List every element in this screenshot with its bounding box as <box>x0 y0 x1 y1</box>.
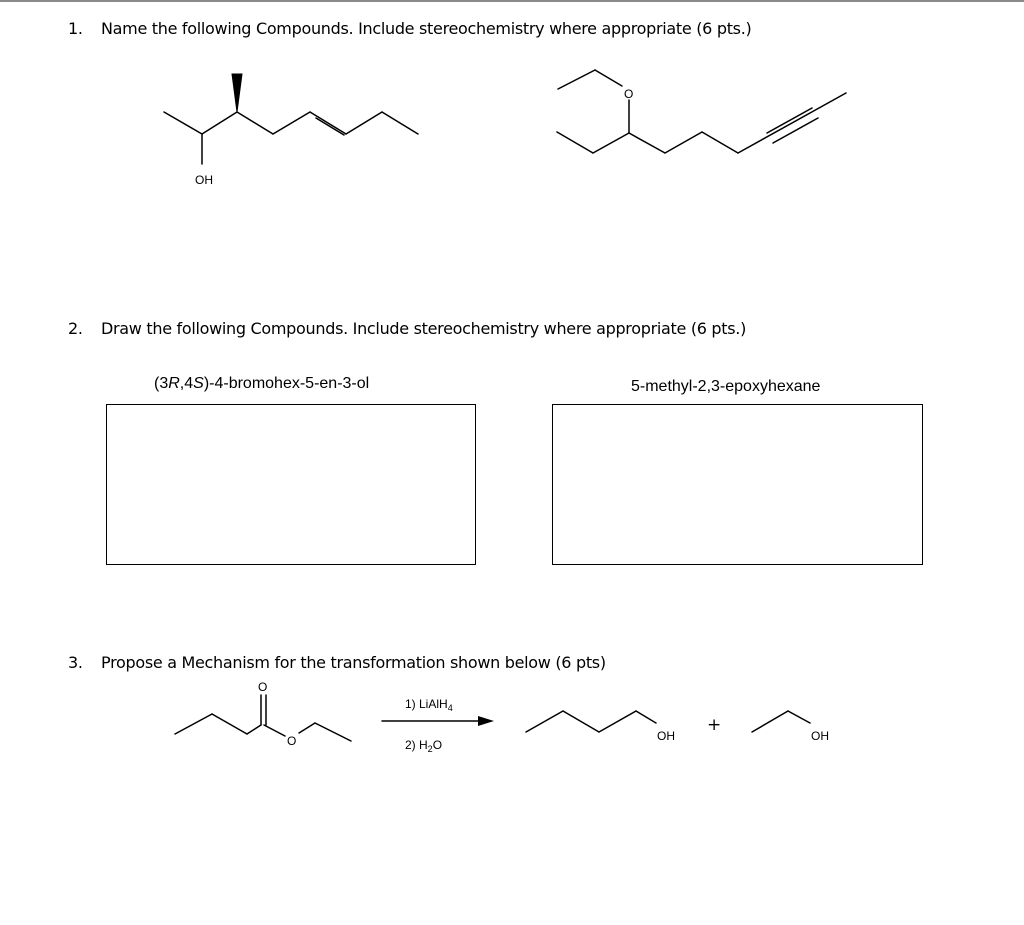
question-1-number: 1. <box>68 19 83 38</box>
q3-product-2-oh-label: OH <box>811 729 829 743</box>
q2-left-name-r: R <box>168 375 180 392</box>
q2-left-name-prefix: (3 <box>154 375 169 392</box>
q3-reagent-2: 2) $H_2O$ <box>405 738 443 754</box>
q3-arrow-head <box>478 716 494 726</box>
q2-left-name-mid: ,4 <box>179 375 194 392</box>
q3-ester-reactant <box>175 680 351 748</box>
question-3-text: Propose a Mechanism for the transformation shown below (6 pts) <box>101 653 606 672</box>
question-2-number: 2. <box>68 319 83 338</box>
q3-product-1-oh-label: OH <box>657 729 675 743</box>
q3-plus-sign: + <box>707 715 722 735</box>
question-2-text: Draw the following Compounds. Include stereochemistry where appropriate (6 pts.) <box>101 319 747 338</box>
question-3-number: 3. <box>68 653 83 672</box>
q1-right-o-label: O <box>624 87 634 101</box>
q2-left-name-suffix: )-4-bromohex-5-en-3-ol <box>203 375 370 392</box>
q3-product-1 <box>526 711 675 743</box>
q1-left-oh-label: OH <box>195 173 213 187</box>
q3-product-2 <box>752 711 829 743</box>
q2-right-compound-name: 5-methyl-2,3-epoxyhexane <box>631 378 821 395</box>
q3-reagents <box>382 697 494 754</box>
question-1-text: Name the following Compounds. Include stereochemistry where appropriate (6 pts.) <box>101 19 752 38</box>
q3-reagent-1: 1) LiAlH$_4$ <box>405 697 453 713</box>
q3-carbonyl-o-label: O <box>258 680 268 694</box>
q3-ester-o-label: O <box>287 734 297 748</box>
q2-left-name-s: S <box>193 375 204 392</box>
